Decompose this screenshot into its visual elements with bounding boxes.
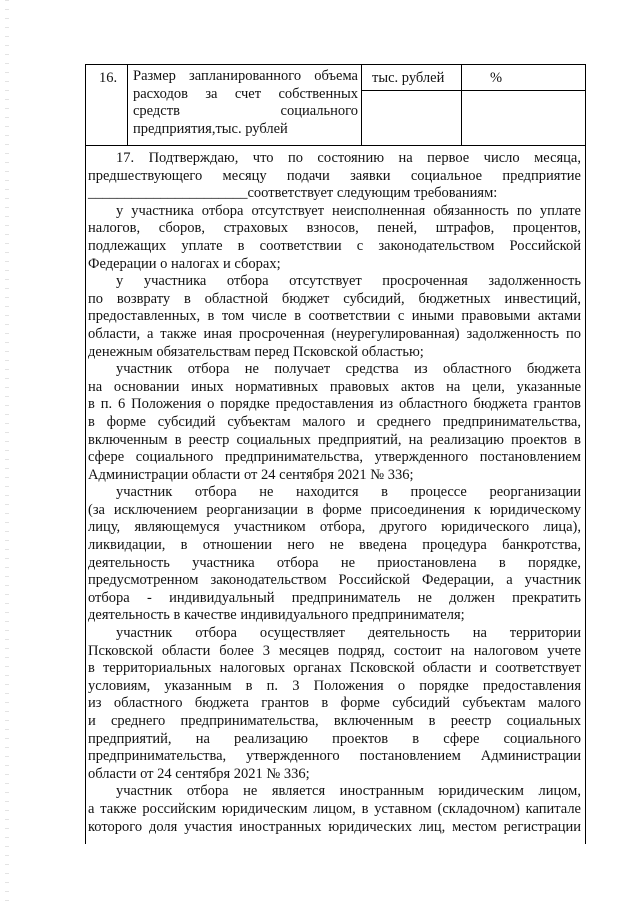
- text-line: области, а также иная просроченная (неурегулированная) задолженность по: [88, 325, 581, 342]
- frame-right-line: [585, 64, 586, 844]
- budget-table: [85, 64, 586, 146]
- text-line: Псковской области более 3 месяцев подряд, состоит на налоговом учете: [88, 642, 581, 659]
- table-divider: [127, 64, 128, 146]
- text-line: Федерации о налогах и сборах;: [88, 255, 281, 272]
- text-line: (за исключением реорганизации в форме присоединения к юридическому: [88, 501, 581, 518]
- text-line: деятельность участника отбора не приостановлена в порядке,: [88, 554, 581, 571]
- text-line: в п. 6 Положения о порядке предоставления из областного бюджета грантов: [88, 396, 581, 413]
- percent-cell: %: [490, 70, 503, 86]
- text-line: деятельность в качестве индивидуального предпринимателя;: [88, 607, 465, 624]
- row-description: [133, 68, 358, 138]
- table-divider: [461, 64, 462, 146]
- row-description-line: предприятия,тыс. рублей: [133, 120, 288, 137]
- text-line: у участника отбора отсутствует просроченная задолженность: [116, 273, 581, 290]
- table-row-divider: [361, 90, 586, 91]
- row-number: 16.: [99, 70, 118, 86]
- text-line: участник отбора не находится в процессе реорганизации: [116, 484, 581, 501]
- requirements-text: [88, 150, 581, 836]
- text-line: предоставленных, в том числе в соответствии с иными правовыми актами: [88, 308, 581, 325]
- row-description-line: средств социального: [133, 103, 358, 119]
- text-line: лицу, являющемуся участником отбора, другого юридического лица),: [88, 519, 581, 536]
- text-line: Администрации области от 24 сентября 2021 № 336;: [88, 466, 414, 483]
- text-line: и среднего предпринимательства, включенным в реестр социальных: [88, 713, 581, 729]
- text-line: участник отбора осуществляет деятельность на территории: [116, 625, 581, 642]
- text-line: сфере социального предпринимательства, утвержденного постановлением: [88, 449, 581, 466]
- row-description-line: Размер запланированного объема: [133, 68, 358, 84]
- unit-cell: тыс. рублей: [372, 70, 445, 86]
- text-line: области от 24 сентября 2021 № 336;: [88, 765, 310, 782]
- text-line: которого доля участия иностранных юридических лиц, местом регистрации: [88, 818, 581, 835]
- text-line: предусмотренном законодательством Российской Федерации, а участник: [88, 572, 581, 589]
- text-line: 17. Подтверждаю, что по состоянию на первое число месяца,: [116, 150, 581, 166]
- text-line: ликвидации, в отношении него не введена процедура банкротства,: [88, 537, 581, 554]
- text-line: участник отбора не является иностранным юридическим лицом,: [116, 783, 581, 800]
- text-line: условиям, указанным в п. 3 Положения о порядке предоставления: [88, 677, 581, 694]
- text-line: в форме субсидий субъектам малого и среднего предпринимательства,: [88, 413, 581, 430]
- row-description-line: расходов за счет собственных: [133, 85, 358, 102]
- text-line: денежным обязательствам перед Псковской областью;: [88, 343, 424, 360]
- text-line: предшествующего месяцу подачи заявки социальное предприятие: [88, 167, 581, 184]
- text-line: включенным в реестр социальных предприятий, на реализацию проектов в: [88, 431, 581, 448]
- frame-left-line: [85, 64, 86, 844]
- text-line: в территориальных налоговых органах Псковской области и соответствует: [88, 660, 581, 677]
- text-line: у участника отбора отсутствует неисполненная обязанность по уплате: [116, 202, 581, 219]
- text-line: предприятий, на реализацию проектов в сфере социального: [88, 730, 581, 747]
- text-line: на основании иных нормативных правовых актов на цели, указанные: [88, 378, 581, 395]
- text-line: по возврату в областной бюджет субсидий, бюджетных инвестиций,: [88, 290, 581, 307]
- text-line: из областного бюджета грантов в форме субсидий субъектам малого: [88, 695, 581, 712]
- text-line: отбора - индивидуальный предприниматель не должен прекратить: [88, 589, 581, 606]
- text-line: участник отбора не получает средства из областного бюджета: [116, 361, 581, 378]
- text-line: а также российским юридическим лицом, в уставном (складочном) капитале: [88, 800, 581, 817]
- scan-edge-marks: [5, 0, 9, 905]
- text-line: предпринимательства, утвержденного постановлением Администрации: [88, 748, 581, 765]
- table-divider: [361, 64, 362, 146]
- text-line: подлежащих уплате в соответствии с законодательством Российской: [88, 237, 581, 254]
- text-line: налогов, сборов, страховых взносов, пеней, штрафов, процентов,: [88, 220, 581, 237]
- text-line: ______________________соответствует следующим требованиям:: [88, 185, 498, 202]
